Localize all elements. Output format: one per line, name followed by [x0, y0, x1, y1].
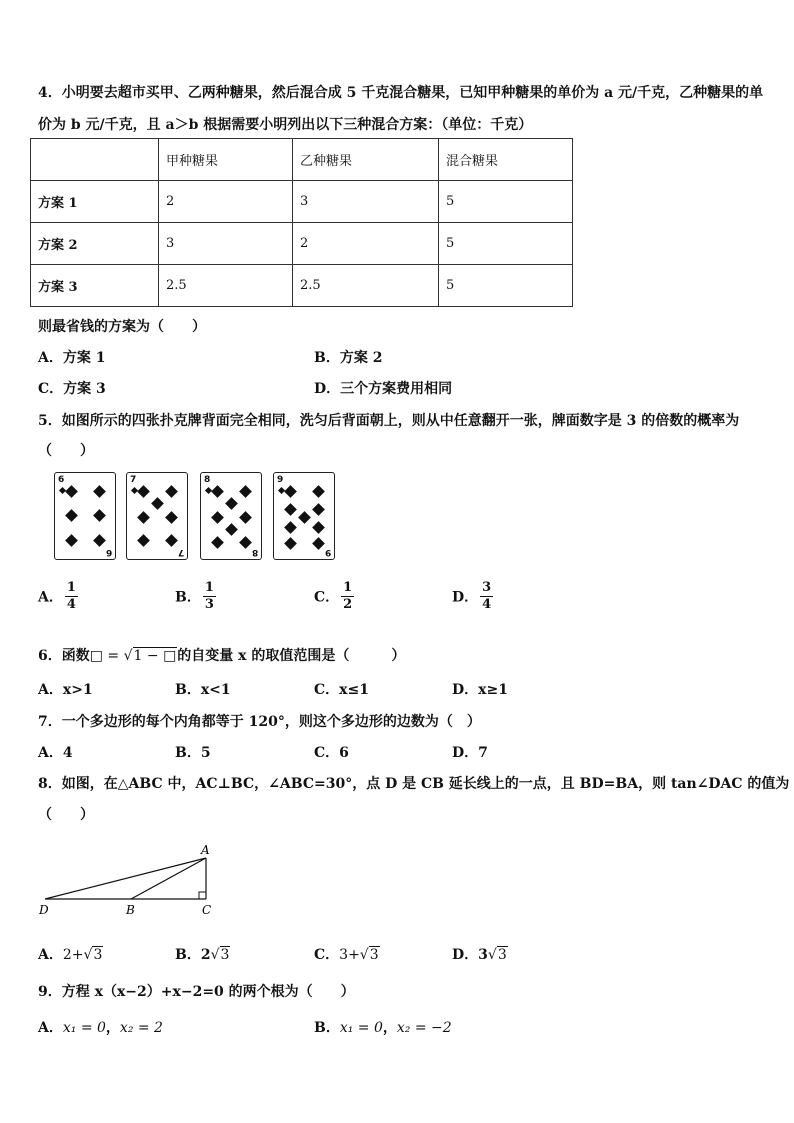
diamond-icon — [284, 537, 297, 550]
q5-option-a[interactable] — [38, 580, 78, 613]
root-1: x₁ = 0 — [339, 1020, 383, 1036]
playing-card-6 — [54, 472, 116, 560]
q4-option-b[interactable]: B．方案 2 — [314, 350, 383, 366]
q7-stem: 7．一个多边形的每个内角都等于 120°，则这个多边形的边数为（ ） — [38, 714, 481, 730]
q5-option-b[interactable] — [175, 580, 216, 613]
q9-stem: 9．方程 x（x−2）+x−2=0 的两个根为（ ） — [38, 984, 355, 1000]
q8-option-c[interactable]: C．3+√3 — [314, 947, 379, 963]
sqrt-radicand: 3 — [93, 947, 103, 963]
q9-option-a[interactable]: A．x₁ = 0，x₂ = 2 — [38, 1020, 163, 1036]
table-row — [31, 223, 573, 265]
diamond-icon — [211, 536, 224, 549]
playing-card-9 — [273, 472, 335, 560]
fraction-denominator: 3 — [204, 597, 214, 612]
card-rank: 9 — [324, 547, 331, 557]
vertex-label-b: B — [126, 903, 135, 917]
playing-card-7 — [126, 472, 188, 560]
table-cell: 5 — [439, 265, 573, 307]
card-rank: 8 — [251, 547, 258, 557]
table-header-row — [31, 139, 573, 181]
option-term: 3+ — [339, 947, 360, 963]
card-rank: 8 — [204, 475, 211, 485]
diamond-icon — [312, 537, 325, 550]
diamond-icon — [225, 523, 238, 536]
diamond-icon — [211, 511, 224, 524]
option-label: C． — [314, 947, 340, 963]
vertex-label-c: C — [202, 903, 212, 917]
table-cell: 方案 3 — [31, 265, 159, 307]
diamond-icon — [239, 485, 252, 498]
root-2: x₂ = −2 — [396, 1020, 452, 1036]
diamond-icon — [239, 511, 252, 524]
q6-suffix: 的自变量 x 的取值范围是（ ） — [177, 648, 406, 664]
fraction-numerator: 1 — [343, 580, 353, 595]
q5-stem-line1: 5．如图所示的四张扑克牌背面完全相同，洗匀后背面朝上，则从中任意翻开一张，牌面数字是 3 的倍数的概率为 — [38, 413, 740, 429]
sqrt-radicand: 3 — [369, 947, 379, 963]
q4-stem-line2: 价为 b 元/千克，且 a＞b 根据需要小明列出以下三种混合方案：（单位：千克） — [38, 117, 533, 133]
card-rank: 6 — [105, 547, 112, 557]
table-row — [31, 181, 573, 223]
q4-stem-line1: 4．小明要去超市买甲、乙两种糖果，然后混合成 5 千克混合糖果，已知甲种糖果的单价为 a 元/千克，乙种糖果的单 — [38, 85, 764, 101]
diamond-icon — [312, 485, 325, 498]
diamond-icon — [284, 521, 297, 534]
fraction — [65, 580, 78, 613]
table-header-cell: 乙种糖果 — [293, 139, 439, 181]
q8-option-b[interactable]: B．2√3 — [175, 947, 230, 963]
card-rank: 6 — [58, 475, 65, 485]
playing-card-8 — [200, 472, 262, 560]
q8-stem-line1: 8．如图，在△ABC 中，AC⊥BC，∠ABC=30°，点 D 是 CB 延长线上的一点，且 BD=BA，则 tan∠DAC 的值为 — [38, 776, 790, 792]
fraction — [341, 580, 354, 613]
card-rank: 7 — [177, 547, 184, 557]
q8-option-d[interactable]: D．3√3 — [452, 947, 507, 963]
diamond-icon — [165, 534, 178, 547]
table-cell: 2 — [293, 223, 439, 265]
sqrt-radicand: 3 — [497, 947, 507, 963]
triangle-figure — [30, 838, 230, 922]
table-cell: 方案 2 — [31, 223, 159, 265]
diamond-icon — [312, 521, 325, 534]
fraction-numerator: 1 — [66, 580, 76, 595]
table-header-cell — [31, 139, 159, 181]
table-cell: 3 — [293, 181, 439, 223]
table-cell: 2 — [159, 181, 293, 223]
option-label: A． — [38, 589, 63, 606]
q4-table — [30, 138, 573, 307]
card-rank: 7 — [130, 475, 137, 485]
table-cell: 5 — [439, 181, 573, 223]
fraction-numerator: 1 — [204, 580, 214, 595]
fraction — [480, 580, 493, 613]
fraction-denominator: 4 — [66, 597, 76, 612]
segment-ba — [131, 858, 206, 899]
diamond-icon — [284, 485, 297, 498]
q8-stem-line2: （ ） — [38, 807, 94, 823]
q6-func-left: □ = — [89, 648, 124, 664]
diamond-icon — [298, 511, 311, 524]
q6-prefix: 6．函数 — [38, 648, 90, 664]
diamond-icon — [137, 511, 150, 524]
right-angle-mark — [199, 892, 206, 899]
q7-option-b[interactable]: B．5 — [175, 745, 211, 761]
diamond-icon — [93, 534, 106, 547]
q7-option-d[interactable]: D．7 — [452, 745, 488, 761]
q4-question: 则最省钱的方案为（ ） — [38, 319, 206, 335]
diamond-icon — [65, 485, 78, 498]
table-cell: 2.5 — [293, 265, 439, 307]
q6-option-a[interactable]: A．x>1 — [38, 682, 93, 698]
root-2: x₂ = 2 — [119, 1020, 163, 1036]
option-term: 2 — [200, 947, 211, 963]
q5-stem-line2: （ ） — [38, 443, 94, 459]
q4-option-d[interactable]: D．三个方案费用相同 — [314, 381, 453, 397]
sqrt-radicand: 3 — [220, 947, 230, 963]
diamond-icon — [137, 485, 150, 498]
diamond-icon — [137, 534, 150, 547]
q5-option-c[interactable] — [314, 580, 354, 613]
q6-option-c[interactable]: C．x≤1 — [314, 682, 369, 698]
diamond-icon — [65, 509, 78, 522]
sqrt-expression: √1 − □ — [123, 648, 177, 664]
q6-stem — [38, 645, 405, 665]
q5-option-d[interactable] — [452, 580, 493, 613]
vertex-label-d: D — [39, 903, 49, 917]
diamond-icon — [151, 497, 164, 510]
fraction-denominator: 4 — [482, 597, 492, 612]
option-label: D． — [452, 947, 479, 963]
option-label: B． — [175, 947, 201, 963]
q8-option-a[interactable]: A．2+√3 — [38, 947, 103, 963]
option-label: A． — [38, 1020, 63, 1036]
q6-option-b[interactable]: B．x<1 — [175, 682, 231, 698]
option-label: A． — [38, 947, 63, 963]
q4-option-c[interactable]: C．方案 3 — [38, 381, 106, 397]
q7-option-a[interactable]: A．4 — [38, 745, 73, 761]
diamond-icon — [225, 497, 238, 510]
root-1: x₁ = 0 — [62, 1020, 106, 1036]
option-term: 3 — [478, 947, 488, 963]
card-rank: 9 — [277, 475, 284, 485]
diamond-icon — [284, 503, 297, 516]
table-cell: 方案 1 — [31, 181, 159, 223]
table-cell: 2.5 — [159, 265, 293, 307]
table-cell: 5 — [439, 223, 573, 265]
vertex-label-a: A — [201, 843, 210, 857]
q7-option-c[interactable]: C．6 — [314, 745, 349, 761]
option-label: D． — [452, 589, 479, 606]
diamond-icon — [65, 534, 78, 547]
table-header-cell: 甲种糖果 — [159, 139, 293, 181]
table-cell: 3 — [159, 223, 293, 265]
diamond-icon — [93, 509, 106, 522]
option-label: B． — [314, 1020, 340, 1036]
q9-option-b[interactable]: B．x₁ = 0，x₂ = −2 — [314, 1020, 452, 1036]
table-header-cell: 混合糖果 — [439, 139, 573, 181]
q6-option-d[interactable]: D．x≥1 — [452, 682, 508, 698]
diamond-icon — [211, 485, 224, 498]
option-label: C． — [314, 589, 340, 606]
segment-da — [45, 858, 206, 899]
option-label: B． — [175, 589, 201, 606]
sqrt-radicand: 1 − □ — [133, 648, 177, 664]
diamond-icon — [239, 536, 252, 549]
table-row — [31, 265, 573, 307]
fraction-numerator: 3 — [482, 580, 492, 595]
option-term: 2+ — [62, 947, 84, 963]
fraction-denominator: 2 — [343, 597, 353, 612]
fraction — [203, 580, 216, 613]
q4-option-a[interactable]: A．方案 1 — [38, 350, 106, 366]
diamond-icon — [93, 485, 106, 498]
diamond-icon — [312, 503, 325, 516]
diamond-icon — [165, 485, 178, 498]
diamond-icon — [165, 511, 178, 524]
